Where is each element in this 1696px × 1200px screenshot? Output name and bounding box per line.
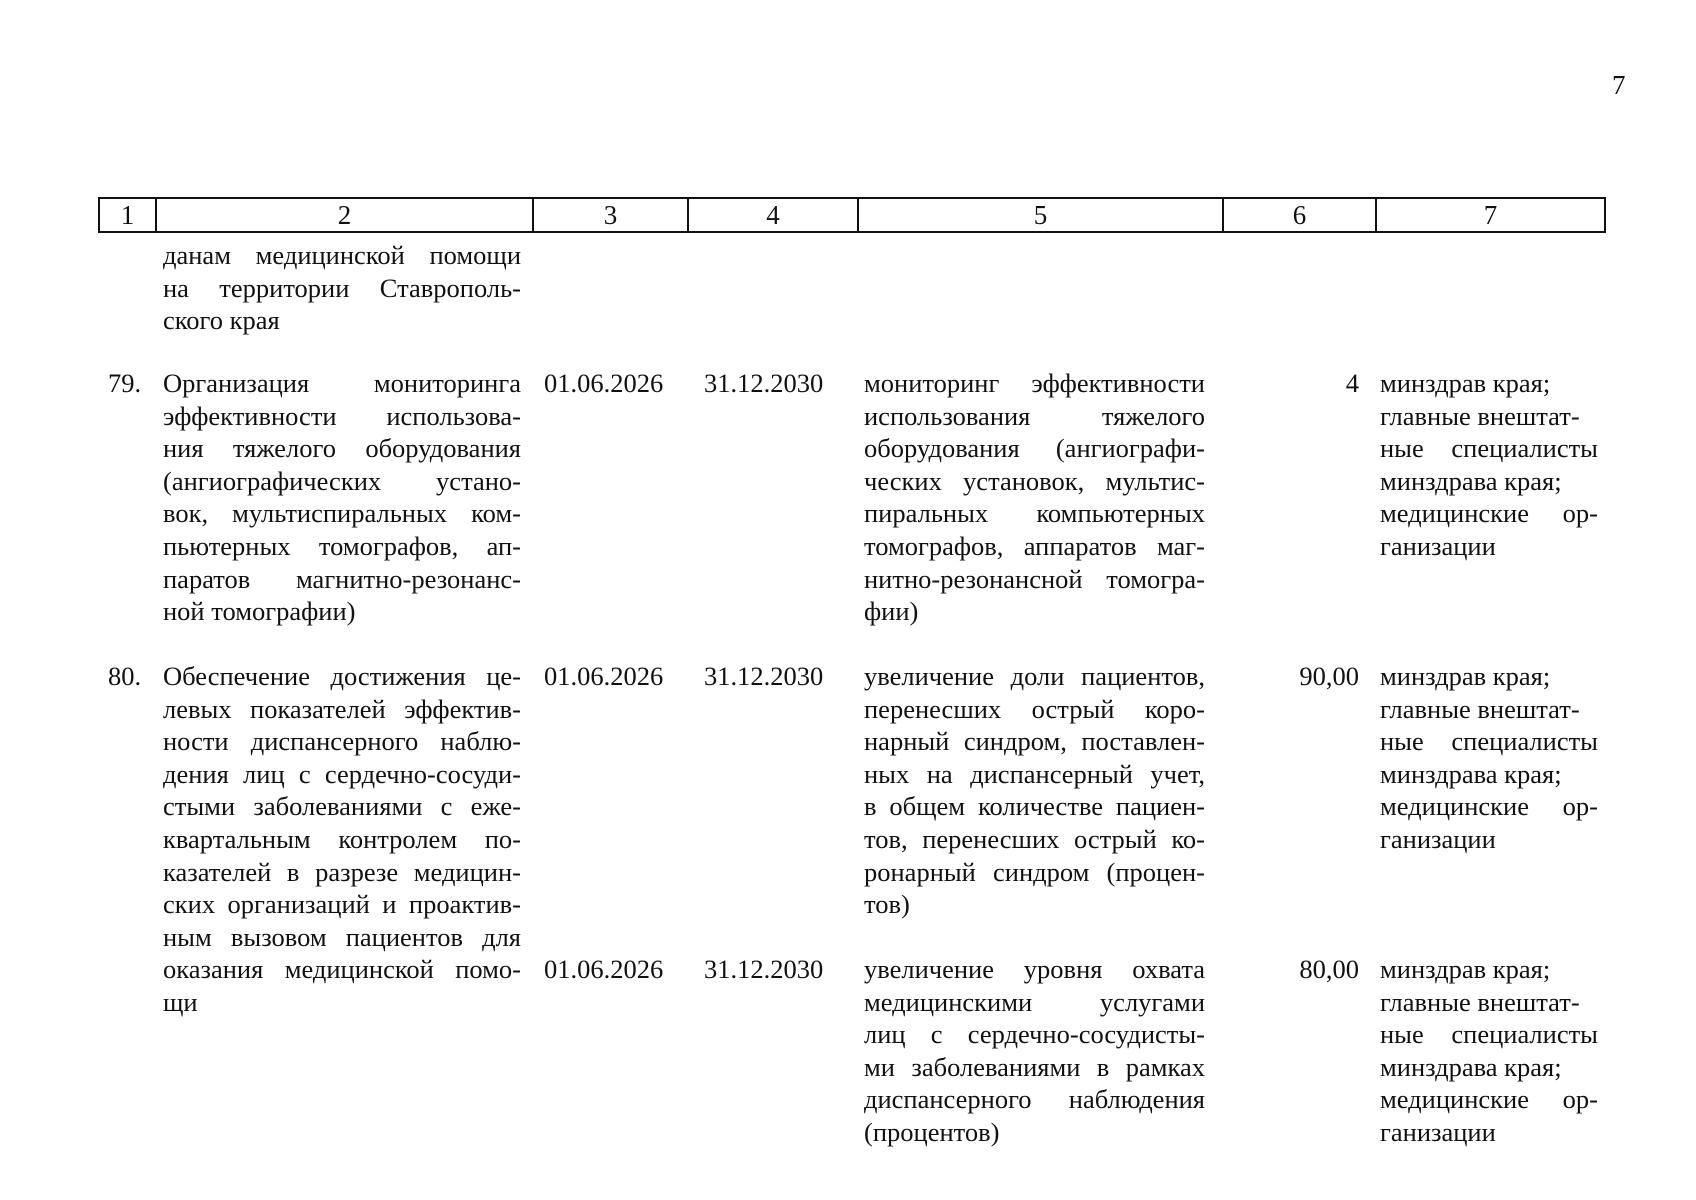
page-number: 7 xyxy=(1612,70,1626,100)
header-col-1: 1 xyxy=(120,200,135,230)
header-col-3: 3 xyxy=(603,200,618,230)
text-line: перенесших острый коро- xyxy=(864,693,1205,724)
continuation-text xyxy=(163,239,521,337)
responsible-cell xyxy=(1380,953,1598,1149)
text-line: мониторинг эффективности xyxy=(864,368,1205,398)
text-line: Обеспечение достижения це- xyxy=(163,661,521,691)
text-line: тов, перенесших острый ко- xyxy=(864,823,1205,854)
text-line: на территории Ставрополь- xyxy=(163,272,521,303)
text-line: медицинские ор- xyxy=(1380,791,1598,822)
responsible-cell xyxy=(1380,367,1598,563)
text-line: Организация мониторинга xyxy=(163,368,521,398)
text-line: медицинские ор- xyxy=(1380,498,1598,529)
text-line: казателей в разрезе медицин- xyxy=(163,856,521,887)
text-line: главные внештат- xyxy=(1380,693,1580,724)
text-line: ные специалисты xyxy=(1380,1019,1598,1050)
result-cell xyxy=(864,953,1205,1149)
text-line: минздрав края; xyxy=(1380,368,1551,398)
text-line: ганизации xyxy=(1380,823,1496,854)
text-line: квартальным контролем по- xyxy=(163,823,521,854)
text-line: минздрава края; xyxy=(1380,758,1562,789)
text-line: ского края xyxy=(163,305,280,336)
end-date: 31.12.2030 xyxy=(704,368,824,398)
end-date: 31.12.2030 xyxy=(704,954,824,984)
text-line: (ангиографических устано- xyxy=(163,465,521,496)
text-line: ми заболеваниями в рамках xyxy=(864,1051,1205,1082)
row-number: 79. xyxy=(108,368,142,398)
indicator-value: 80,00 xyxy=(1299,954,1359,984)
text-line: ной томографии) xyxy=(163,596,356,627)
responsible-cell xyxy=(1380,660,1598,856)
text-line: пьютерных томографов, ап- xyxy=(163,530,521,561)
text-line: (процентов) xyxy=(864,1116,1000,1147)
text-line: ные специалисты xyxy=(1380,726,1598,757)
table-header-row xyxy=(98,197,1606,233)
text-line: эффективности использова- xyxy=(163,400,521,431)
text-line: нитно-резонансной томогра- xyxy=(864,563,1205,594)
indicator-value: 4 xyxy=(1345,368,1359,398)
text-line: тов) xyxy=(864,889,910,920)
indicator-value: 90,00 xyxy=(1299,661,1359,691)
text-line: оказания медицинской помо- xyxy=(163,954,521,985)
text-line: ния тяжелого оборудования xyxy=(163,433,521,464)
text-line: в общем количестве пациен- xyxy=(864,791,1205,822)
text-line: левых показателей эффектив- xyxy=(163,693,521,724)
text-line: ческих установок, мультис- xyxy=(864,465,1205,496)
text-line: данам медицинской помощи xyxy=(163,240,521,270)
text-line: ности диспансерного наблю- xyxy=(163,726,521,757)
end-date: 31.12.2030 xyxy=(704,661,824,691)
header-col-6: 6 xyxy=(1292,200,1307,230)
text-line: дения лиц с сердечно-сосуди- xyxy=(163,758,521,789)
text-line: лиц с сердечно-сосудисты- xyxy=(864,1019,1205,1050)
start-date: 01.06.2026 xyxy=(544,661,664,691)
text-line: главные внештат- xyxy=(1380,986,1580,1017)
header-col-5: 5 xyxy=(1033,200,1048,230)
row-number: 80. xyxy=(108,661,142,691)
text-line: минздрава края; xyxy=(1380,465,1562,496)
text-line: вок, мультиспиральных ком- xyxy=(163,498,521,529)
text-line: ских организаций и проактив- xyxy=(163,889,521,920)
start-date: 01.06.2026 xyxy=(544,954,664,984)
text-line: ганизации xyxy=(1380,530,1496,561)
start-date: 01.06.2026 xyxy=(544,368,664,398)
text-line: щи xyxy=(163,986,198,1017)
text-line: паратов магнитно-резонанс- xyxy=(163,563,521,594)
text-line: ных на диспансерный учет, xyxy=(864,758,1205,789)
header-col-2: 2 xyxy=(337,200,352,230)
activity-cell xyxy=(163,660,521,1019)
text-line: ным вызовом пациентов для xyxy=(163,921,521,952)
result-cell xyxy=(864,660,1205,921)
text-line: увеличение уровня охвата xyxy=(864,954,1205,984)
text-line: минздрав края; xyxy=(1380,954,1551,984)
text-line: диспансерного наблюдения xyxy=(864,1084,1205,1115)
text-line: томографов, аппаратов маг- xyxy=(864,530,1205,561)
text-line: медицинскими услугами xyxy=(864,986,1205,1017)
text-line: ганизации xyxy=(1380,1116,1496,1147)
text-line: увеличение доли пациентов, xyxy=(864,661,1205,691)
text-line: медицинские ор- xyxy=(1380,1084,1598,1115)
result-cell xyxy=(864,367,1205,628)
text-line: пиральных компьютерных xyxy=(864,498,1205,529)
text-line: использования тяжелого xyxy=(864,400,1205,431)
activity-cell xyxy=(163,367,521,628)
text-line: ные специалисты xyxy=(1380,433,1598,464)
text-line: ронарный синдром (процен- xyxy=(864,856,1205,887)
text-line: фии) xyxy=(864,596,919,627)
text-line: стыми заболеваниями с еже- xyxy=(163,791,521,822)
text-line: главные внештат- xyxy=(1380,400,1580,431)
header-col-7: 7 xyxy=(1483,200,1498,230)
header-col-4: 4 xyxy=(766,200,780,230)
text-line: минздрав края; xyxy=(1380,661,1551,691)
text-line: оборудования (ангиографи- xyxy=(864,433,1205,464)
text-line: нарный синдром, поставлен- xyxy=(864,726,1205,757)
text-line: минздрава края; xyxy=(1380,1051,1562,1082)
